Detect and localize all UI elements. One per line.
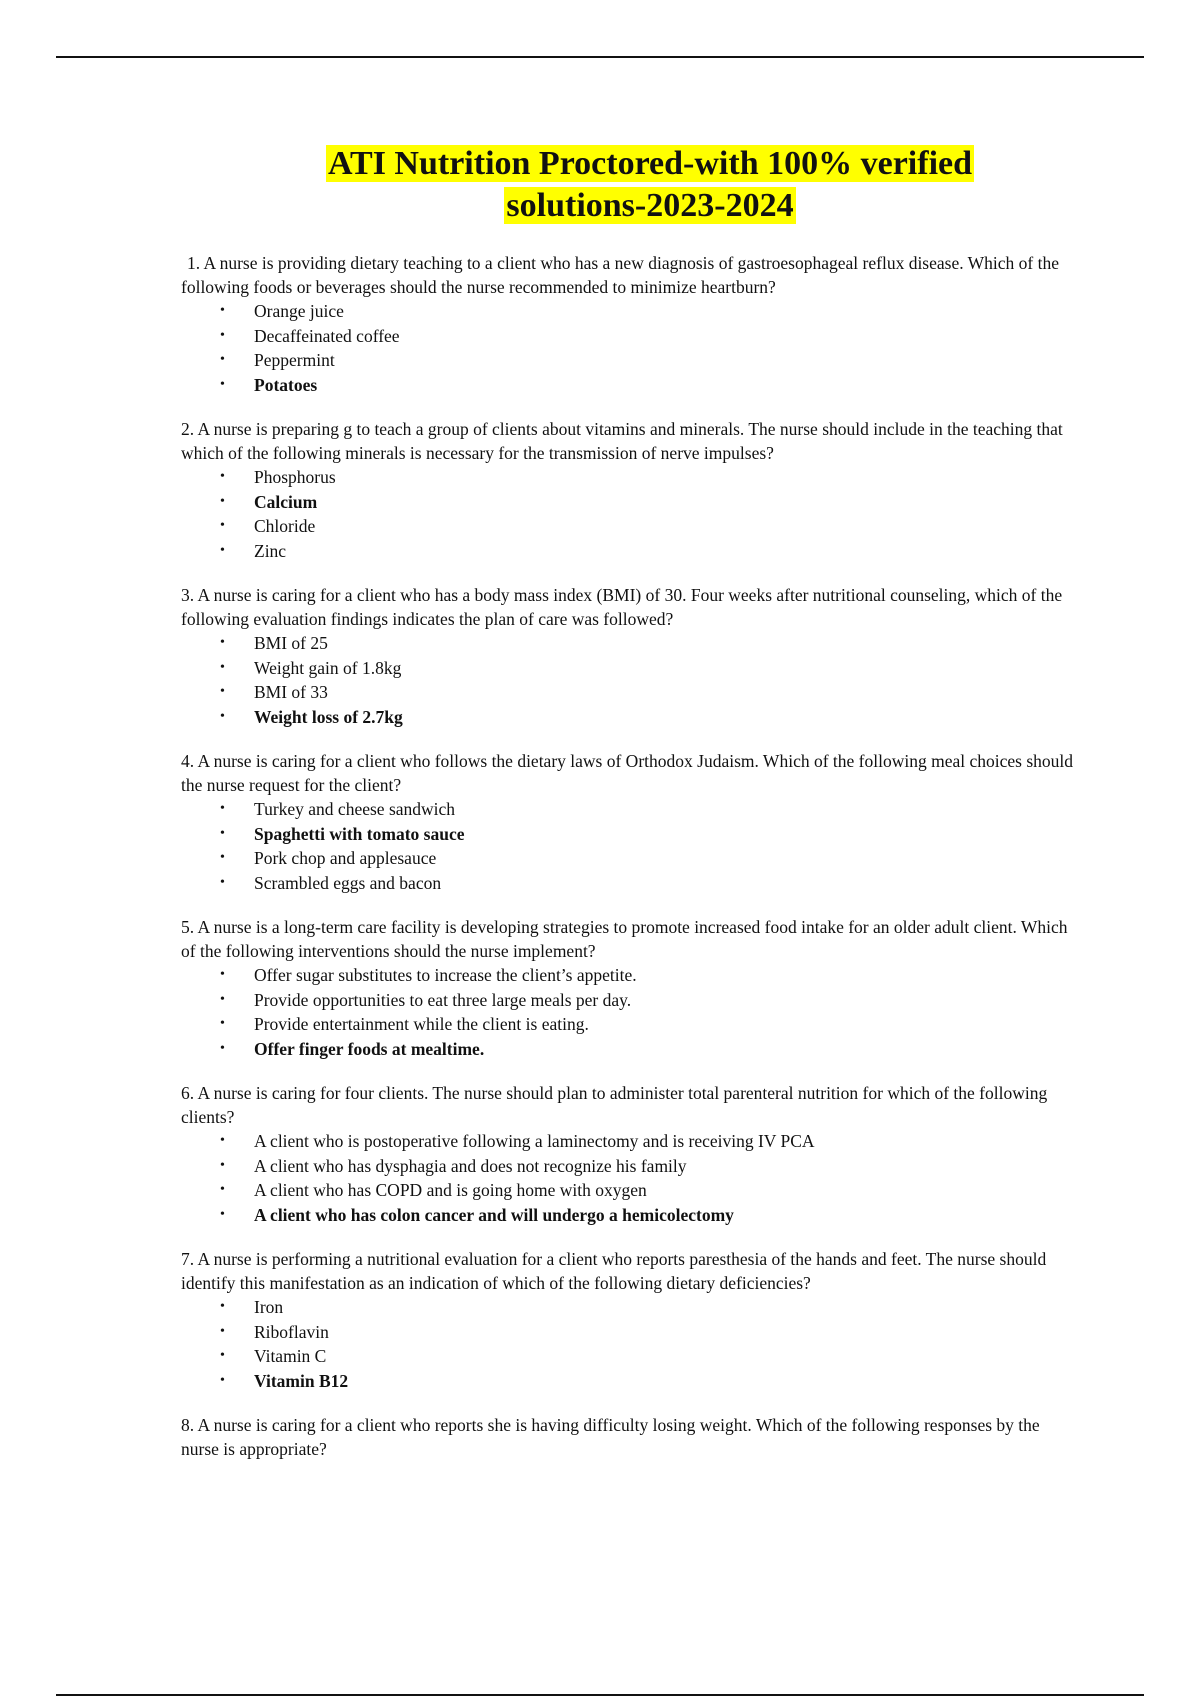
answer-option-label: Weight loss of 2.7kg xyxy=(254,706,403,727)
answer-option xyxy=(220,465,1081,490)
answer-option-label: Vitamin B12 xyxy=(254,1370,349,1391)
bullet-icon: • xyxy=(220,1133,225,1148)
answer-options xyxy=(181,299,1081,397)
answer-options xyxy=(181,631,1081,729)
bullet-icon: • xyxy=(220,801,225,816)
bullet-icon: • xyxy=(220,542,225,558)
bullet-icon: • xyxy=(220,1323,225,1339)
bullet-icon: • xyxy=(220,327,225,343)
answer-option-label: BMI of 25 xyxy=(254,633,328,653)
bullet-icon: • xyxy=(220,1040,225,1056)
answer-option-correct xyxy=(220,490,1081,515)
answer-option-label: Calcium xyxy=(254,491,318,512)
answer-option-label: Decaffeinated coffee xyxy=(254,325,400,346)
bullet-icon: • xyxy=(220,469,225,484)
answer-options xyxy=(181,963,1081,1061)
question-8 xyxy=(181,1414,1081,1461)
answer-option-correct xyxy=(220,373,1081,398)
answer-option xyxy=(220,324,1081,349)
answer-option-label: Peppermint xyxy=(254,350,335,370)
bullet-icon: • xyxy=(220,1372,225,1388)
answer-option-label: Pork chop and applesauce xyxy=(254,848,437,868)
answer-option xyxy=(220,963,1081,988)
answer-option-label: Offer sugar substitutes to increase the client’s appetite. xyxy=(254,965,637,985)
answer-option xyxy=(220,680,1081,705)
answer-option xyxy=(220,988,1081,1013)
bullet-icon: • xyxy=(220,352,225,367)
bullet-icon: • xyxy=(220,518,225,533)
answer-option xyxy=(220,871,1081,896)
bullet-icon: • xyxy=(220,850,225,865)
answer-option-label: Riboflavin xyxy=(254,1321,329,1342)
answer-option-label: Chloride xyxy=(254,516,316,536)
question-text: 5. A nurse is a long-term care facility is developing strategies to promote increased food intake for an older adult client. Which of the following interventions should the nurse implement? xyxy=(181,917,1068,961)
answer-option xyxy=(220,1129,1081,1154)
bullet-icon: • xyxy=(220,1206,225,1222)
answer-option-label: Provide entertainment while the client is eating. xyxy=(254,1014,589,1034)
bullet-icon: • xyxy=(220,1348,225,1363)
document-title xyxy=(180,143,1120,227)
top-rule xyxy=(56,56,1144,58)
answer-option-label: Spaghetti with tomato sauce xyxy=(254,823,465,844)
question-text: 8. A nurse is caring for a client who reports she is having difficulty losing weight. Which of the following responses by the nurse is appropriate? xyxy=(181,1415,1040,1459)
bullet-icon: • xyxy=(220,825,225,841)
answer-option xyxy=(220,1154,1081,1179)
bullet-icon: • xyxy=(220,684,225,699)
bullet-icon: • xyxy=(220,967,225,982)
answer-option-label: Weight gain of 1.8kg xyxy=(254,657,402,678)
answer-option xyxy=(220,539,1081,564)
bullet-icon: • xyxy=(220,1016,225,1031)
answer-option-correct xyxy=(220,705,1081,730)
answer-option xyxy=(220,299,1081,324)
bullet-icon: • xyxy=(220,708,225,724)
bottom-rule xyxy=(56,1694,1144,1696)
question-text: 2. A nurse is preparing g to teach a group of clients about vitamins and minerals. The nurse should include in the teaching that which of the following minerals is necessary for the transmission of nerve impulses? xyxy=(181,419,1063,463)
bullet-icon: • xyxy=(220,376,225,392)
answer-option-label: Turkey and cheese sandwich xyxy=(254,799,456,819)
bullet-icon: • xyxy=(220,493,225,509)
answer-options xyxy=(181,465,1081,563)
answer-option xyxy=(220,1344,1081,1369)
answer-option-label: A client who has colon cancer and will undergo a hemicolectomy xyxy=(254,1204,734,1225)
answer-option xyxy=(220,1012,1081,1037)
question-1 xyxy=(181,252,1081,397)
question-7 xyxy=(181,1248,1081,1393)
answer-option-correct xyxy=(220,1203,1081,1228)
answer-option-correct xyxy=(220,1037,1081,1062)
question-text: 4. A nurse is caring for a client who follows the dietary laws of Orthodox Judaism. Which of the following meal choices should the nurse request for the client? xyxy=(181,751,1073,795)
answer-option xyxy=(220,656,1081,681)
bullet-icon: • xyxy=(220,659,225,675)
title-line-1: ATI Nutrition Proctored-with 100% verified xyxy=(327,145,973,182)
answer-option-label: A client who is postoperative following a laminectomy and is receiving IV PCA xyxy=(254,1131,815,1151)
answer-option-label: BMI of 33 xyxy=(254,682,328,702)
question-text: 1. A nurse is providing dietary teaching to a client who has a new diagnosis of gastroesophageal reflux disease. Which of the following foods or beverages should the nurse recommended to minimize heartburn? xyxy=(181,253,1060,297)
answer-option xyxy=(220,631,1081,656)
question-text: 3. A nurse is caring for a client who has a body mass index (BMI) of 30. Four weeks after nutritional counseling, which of the following evaluation findings indicates the plan of care was followed? xyxy=(181,585,1063,629)
bullet-icon: • xyxy=(220,991,225,1007)
answer-option-label: Offer finger foods at mealtime. xyxy=(254,1038,485,1059)
question-4 xyxy=(181,750,1081,895)
question-6 xyxy=(181,1082,1081,1227)
answer-option-label: Orange juice xyxy=(254,301,344,321)
answer-option-label: Zinc xyxy=(254,540,287,561)
bullet-icon: • xyxy=(220,303,225,318)
answer-options xyxy=(181,1129,1081,1227)
answer-option xyxy=(220,514,1081,539)
answer-option-label: Provide opportunities to eat three large meals per day. xyxy=(254,989,632,1010)
answer-options xyxy=(181,1295,1081,1393)
answer-option xyxy=(220,1320,1081,1345)
question-2 xyxy=(181,418,1081,563)
bullet-icon: • xyxy=(220,1157,225,1173)
question-list xyxy=(181,252,1081,1482)
answer-option-correct xyxy=(220,822,1081,847)
answer-option-label: Potatoes xyxy=(254,374,318,395)
bullet-icon: • xyxy=(220,874,225,890)
answer-option-label: Iron xyxy=(254,1297,284,1317)
answer-option-label: Scrambled eggs and bacon xyxy=(254,872,442,893)
answer-option xyxy=(220,846,1081,871)
answer-option-label: A client who has dysphagia and does not recognize his family xyxy=(254,1155,687,1176)
question-text: 6. A nurse is caring for four clients. The nurse should plan to administer total parenteral nutrition for which of the following clients? xyxy=(181,1083,1048,1127)
answer-option xyxy=(220,1295,1081,1320)
answer-option-label: Vitamin C xyxy=(254,1346,327,1366)
answer-option xyxy=(220,348,1081,373)
question-5 xyxy=(181,916,1081,1061)
answer-option xyxy=(220,797,1081,822)
answer-option-label: A client who has COPD and is going home with oxygen xyxy=(254,1180,647,1200)
question-text: 7. A nurse is performing a nutritional evaluation for a client who reports paresthesia of the hands and feet. The nurse should identify this manifestation as an indication of which of the following dietary deficiencies? xyxy=(181,1249,1047,1293)
question-3 xyxy=(181,584,1081,729)
title-line-2: solutions-2023-2024 xyxy=(506,187,794,224)
bullet-icon: • xyxy=(220,635,225,650)
bullet-icon: • xyxy=(220,1299,225,1314)
answer-option-correct xyxy=(220,1369,1081,1394)
bullet-icon: • xyxy=(220,1182,225,1197)
answer-option-label: Phosphorus xyxy=(254,467,336,487)
answer-option xyxy=(220,1178,1081,1203)
answer-options xyxy=(181,797,1081,895)
